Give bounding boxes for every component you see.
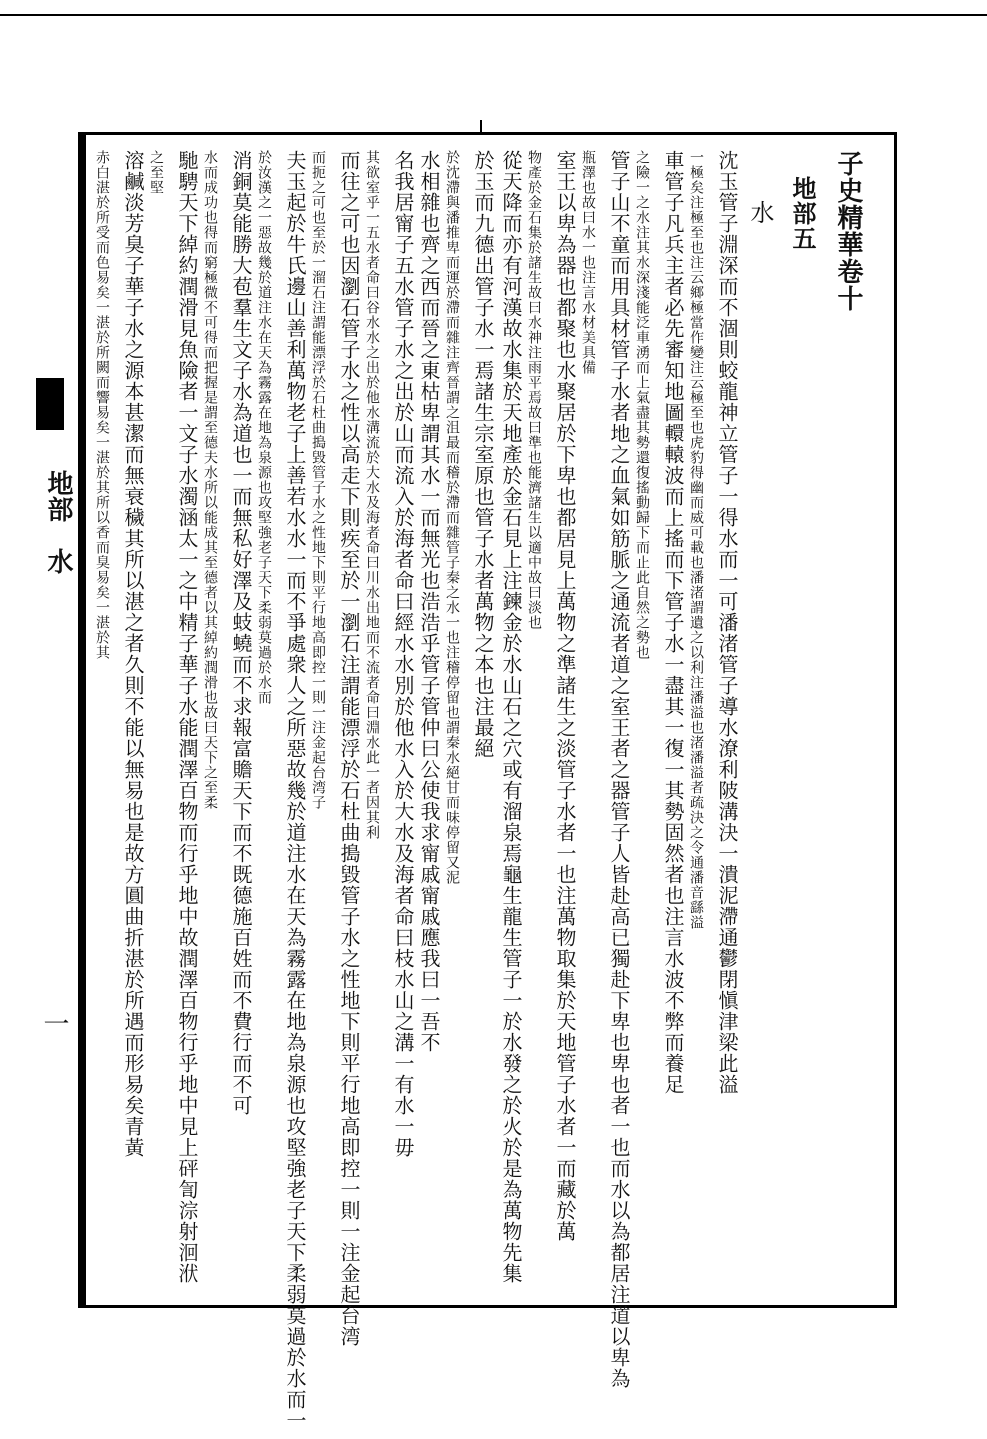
text-column: 室王以卑為器也都聚也水聚居於下卑也都居見上萬物之準諸生之淡管子水者一也注萬物取集於天地管子水者一而藏於萬 (553, 150, 577, 1242)
text-column: 消銅莫能勝大苞羣生文子水為道也一而無私好澤及蚑蟯而不求報富贍天下而不既德施百姓而不費行而不可 (229, 150, 253, 1116)
text-column: 之至堅 (148, 150, 164, 195)
text-column: 溶鹹淡芳臭子華子水之源本甚潔而無衰穢其所以湛之者久則不能以無易也是故方圓曲折湛於所遇而形易矣青黃 (121, 150, 145, 1158)
text-column: 一極矣注極至也注云鄉極當作變注云極至也虎豹得幽而威可載也潘渚謂遺之以利注潘溢也渚潘溢者疏決之令通潘音繇溢 (688, 150, 704, 930)
frame-tick (480, 120, 482, 134)
text-column: 水相雜也齊之西而晉之東枯卑謂其水一而無光也浩浩乎管子管仲曰公使我求甯戚甯戚應我曰一吾不 (417, 150, 441, 1053)
text-column: 車管子凡兵主者必先審知地圖轘轅波而上搖而下管子水一盡其一復一其勢固然者也注言水波不弊而養足 (661, 150, 685, 1095)
text-column: 從天降而亦有河漢故水集於天地產於金石見上注鍊金於水山石之穴或有溜泉焉龜生龍生管子一於水發之於火於是為萬物先集 (499, 150, 523, 1284)
text-column: 而往之可也因瀏石管子水之性以高走下則疾至於一瀏石注謂能漂浮於石杜曲搗毀管子水之性地下則平行地高即控一則一注金起台湾 (337, 150, 361, 1347)
top-rule (0, 14, 987, 16)
text-column: 於沈滯與潘推卑而運於滯而雜注齊晉謂之沮最而稽於滯而雜管子秦之水一也注稽停留也謂秦水絕甘而味停留又泥 (444, 150, 460, 885)
text-column: 赤白湛於所受而色易矣一湛於所闕而響易矣一湛於其所以香而臭易矣一湛於其 (94, 150, 110, 660)
category-heading: 水 (746, 200, 774, 225)
text-column: 物產於金石集於諸生故曰水神注雨平焉故曰準也能濟諸生以適中故曰淡也 (526, 150, 542, 630)
margin-section-label: 地部 水 (43, 470, 73, 574)
margin-fish-tail-mark (36, 378, 64, 430)
page-number: 一 (39, 1010, 69, 1036)
text-column: 於汝漢之一惡故幾於道注水在天為霧露在地為泉源也攻堅強老子天下柔弱莫過於水而 (256, 150, 272, 705)
text-column: 馳騁天下綽約潤滑見魚險者一文子水濁涵太一之中精子華子水能潤澤百物而行乎地中故潤澤百物行乎地中見上砰訇淙射洄洑 (175, 150, 199, 1284)
text-column: 夫玉起於牛氏邊山善利萬物老子上善若水水一而不爭處衆人之所惡故幾於道注水在天為霧露在地為泉源也攻堅強老子天下柔弱莫過於水而一 (283, 150, 307, 1431)
text-column: 瓶澤也故曰水一也注言水材美具備 (580, 150, 596, 375)
section-title: 地部五 (788, 176, 817, 251)
text-column: 管子山不童而用具材管子水者地之血氣如筋脈之通流者道之室王者之器管子人皆赴高已獨赴下卑也卑也者一也而水以為都居注道以卑為 (607, 150, 631, 1389)
text-column: 其欲室乎一五水者命曰谷水水之出於他水溝流於大水及海者命曰川水出地而不流者命曰淵水此一者因其利 (364, 150, 380, 840)
text-column: 名我居甯子五水管子水之出於山而流入於海者命曰經水水別於他水入於大水及海者命曰枝水山之溝一有水一毋 (391, 150, 415, 1158)
text-column: 水而成功也得而窮極微不可得而把握是謂至德夫水所以能成其至德者以其綽約潤滑也故曰天下之至柔 (202, 150, 218, 810)
book-title: 子史精華卷十 (833, 150, 863, 312)
text-column: 沈玉管子淵深而不涸則蛟龍神立管子一得水而一可潘渚管子導水潦利陂溝決一潰泥滯通鬱閉愼津梁此溢 (715, 150, 739, 1095)
text-column: 於玉而九德出管子水一焉諸生宗室原也管子水者萬物之本也注最絕 (471, 150, 495, 759)
text-column: 而扼之可也至於一溜石注謂能漂浮於石杜曲搗毀管子水之性地下則平行地高即控一則一注金起台湾子 (310, 150, 326, 810)
text-column: 之險一之水注其水深淺能泛車湧而上氣盡其勢還復搖動歸下而止此自然之勢也 (634, 150, 650, 660)
